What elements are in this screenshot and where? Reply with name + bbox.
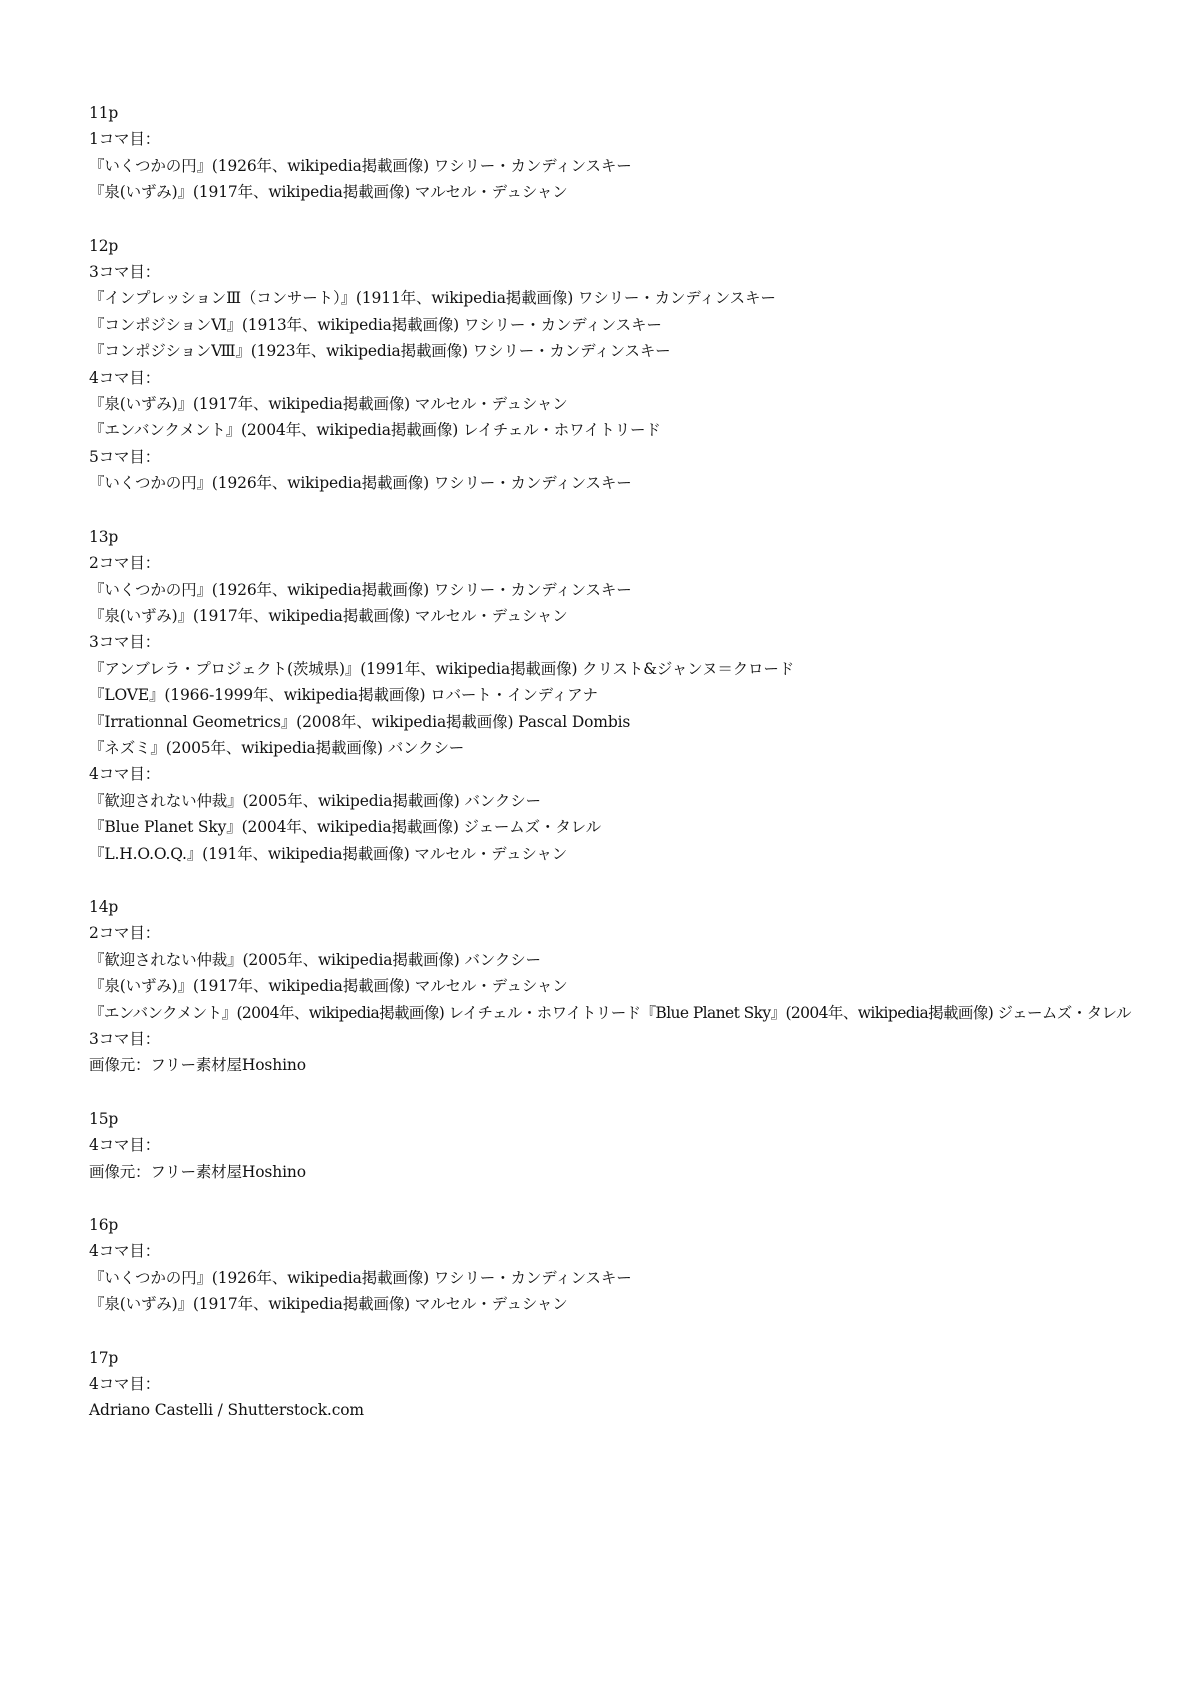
page-section-16p xyxy=(89,1212,1189,1318)
credit-line: 『アンブレラ・プロジェクト(茨城県)』(1991年、wikipedia掲載画像) クリスト&ジャンヌ＝クロード xyxy=(89,659,795,678)
frame-label: 4コマ目： xyxy=(89,1242,161,1261)
frame-label: 3コマ目： xyxy=(89,1030,161,1048)
frame-label: 3コマ目： xyxy=(89,263,161,282)
credit-line: 『コンポジションⅧ』(1923年、wikipedia掲載画像) ワシリー・カンディンスキー xyxy=(89,342,671,361)
page-label: 16p xyxy=(89,1216,119,1235)
page-label: 14p xyxy=(89,897,119,916)
page-section-11p xyxy=(89,100,1189,206)
frame-label: 2コマ目： xyxy=(89,554,161,573)
frame-label: 2コマ目： xyxy=(89,924,161,943)
credit-line: 『歓迎されない仲裁』(2005年、wikipedia掲載画像) バンクシー xyxy=(89,950,541,969)
credit-line: 『泉(いずみ)』(1917年、wikipedia掲載画像) マルセル・デュシャン xyxy=(89,183,568,202)
credit-line: 『コンポジションⅥ』(1913年、wikipedia掲載画像) ワシリー・カンディンスキー xyxy=(89,315,662,334)
credit-line: 『いくつかの円』(1926年、wikipedia掲載画像) ワシリー・カンディンスキー xyxy=(89,1268,632,1287)
credit-line: 『泉(いずみ)』(1917年、wikipedia掲載画像) マルセル・デュシャン xyxy=(89,395,568,414)
credit-line: 『泉(いずみ)』(1917年、wikipedia掲載画像) マルセル・デュシャン xyxy=(89,977,568,996)
frame-label: 4コマ目： xyxy=(89,1136,161,1155)
credit-line: 『泉(いずみ)』(1917年、wikipedia掲載画像) マルセル・デュシャン xyxy=(89,1295,568,1314)
frame-label: 5コマ目： xyxy=(89,447,161,466)
page-label: 17p xyxy=(89,1348,119,1367)
credits-document xyxy=(89,100,1189,1451)
page-label: 13p xyxy=(89,527,119,546)
credit-line: 『泉(いずみ)』(1917年、wikipedia掲載画像) マルセル・デュシャン xyxy=(89,606,568,625)
page-label: 11p xyxy=(89,104,119,122)
frame-label: 4コマ目： xyxy=(89,1375,161,1394)
credit-line: 『LOVE』(1966-1999年、wikipedia掲載画像) ロバート・インディアナ xyxy=(89,686,598,705)
credit-line: 『いくつかの円』(1926年、wikipedia掲載画像) ワシリー・カンディンスキー xyxy=(89,580,632,599)
page-section-12p xyxy=(89,233,1189,497)
credit-line: 『エンバンクメント』(2004年、wikipedia掲載画像) レイチェル・ホワイトリード xyxy=(89,421,661,440)
page-section-15p xyxy=(89,1106,1189,1185)
page-label: 12p xyxy=(89,236,119,255)
credit-line: 『ネズミ』(2005年、wikipedia掲載画像) バンクシー xyxy=(89,738,465,757)
credit-line: 『いくつかの円』(1926年、wikipedia掲載画像) ワシリー・カンディンスキー xyxy=(89,474,632,493)
page-section-14p xyxy=(89,894,1189,1079)
credit-line: 『Irrationnal Geometrics』(2008年、wikipedia掲載画像) Pascal Dombis xyxy=(89,712,631,731)
credit-line: Adriano Castelli / Shutterstock.com xyxy=(89,1401,364,1420)
credit-line: 画像元：フリー素材屋Hoshino xyxy=(89,1056,306,1075)
frame-label: 4コマ目： xyxy=(89,765,161,784)
page-section-13p xyxy=(89,524,1189,867)
credit-line: 『エンバンクメント』(2004年、wikipedia掲載画像) レイチェル・ホワイトリード『Blue Planet Sky』(2004年、wikipedia掲載画像) ジェームズ・タレル xyxy=(89,1003,1131,1022)
credit-line: 『Blue Planet Sky』(2004年、wikipedia掲載画像) ジェームズ・タレル xyxy=(89,818,601,837)
frame-label: 1コマ目： xyxy=(89,130,161,149)
page-section-17p xyxy=(89,1345,1189,1424)
credit-line: 『いくつかの円』(1926年、wikipedia掲載画像) ワシリー・カンディンスキー xyxy=(89,156,632,175)
credit-line: 画像元：フリー素材屋Hoshino xyxy=(89,1162,306,1181)
credit-line: 『インプレッションⅢ（コンサート）』(1911年、wikipedia掲載画像) ワシリー・カンディンスキー xyxy=(89,289,776,308)
page-label: 15p xyxy=(89,1109,119,1128)
credit-line: 『歓迎されない仲裁』(2005年、wikipedia掲載画像) バンクシー xyxy=(89,791,541,810)
frame-label: 4コマ目： xyxy=(89,368,161,387)
frame-label: 3コマ目： xyxy=(89,633,161,652)
credit-line: 『L.H.O.O.Q.』(191年、wikipedia掲載画像) マルセル・デュシャン xyxy=(89,844,568,863)
